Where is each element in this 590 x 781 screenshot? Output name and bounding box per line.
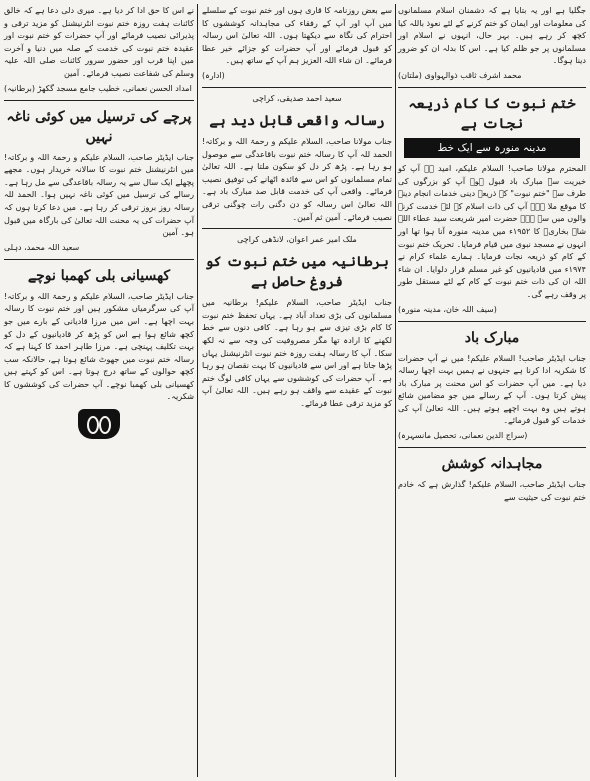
headline-risala-qabil-e-deed: رسالہ واقعی قابل دید ہے [209,112,385,129]
mubarakbad-signature: (سراج الدین نعمانی، تحصیل مانسہرہ) [398,431,528,441]
middle-intro-signature: (ادارہ) [202,70,225,80]
divider [202,228,392,229]
column-rule [197,4,198,777]
left-intro-text: نے اس کا حق ادا کر دیا ہے۔ میری دلی دعا ہے کہ خالق کائنات ہفت روزہ ختم نبوت انٹرنیشنل کو مزید ترقی و پذیرائی نصیب فرمائے اور آپ حضرات کو ختم نبوت اور عقیدہ ختم نبوت کی خدمت کے صلہ میں دنیا و آخرت میں اپنا قرب اور حضور سرور کائنات صلی اللہ علیہ وسلم کی شفاعت نصیب فرمائے۔ آمین [4,5,194,78]
headline-britain-khatm-e-nubuwwat: برطانیہ میں ختم نبوت کو فروغ حاصل ہے [205,254,389,291]
tarseel-body: جناب ایڈیٹر صاحب، السلام علیکم و رحمۃ اللہ و برکاتہ! میں انٹرنیشنل ختم نبوت کا سالانہ خریدار ہوں۔ مجھے پچھلے ایک سال سے یہ رسالہ باقاعدگی سے مل رہا ہے۔ رسالے کی ترسیل میں کوئی ناغہ نہیں ہوا۔ الحمد للہ رسالہ روز بروز ترقی کر رہا ہے۔ میں دعا کرتا ہوں کہ آپ حضرات کی یہ محنت اللہ تعالیٰ کی بارگاہ میں قبول ہو۔ آمین [4,151,194,238]
right-column [398,4,586,777]
risala-body: جناب مولانا صاحب، السلام علیکم و رحمۃ اللہ و برکاتہ! الحمد للہ آپ کا رسالہ ختم نبوت باقاعدگی سے موصول ہو رہا ہے۔ پڑھ کر دل کو سکون ملتا ہے۔ اللہ تعالیٰ تمام مسلمانوں کو اس سے فائدہ اٹھانے کی توفیق نصیب فرمائے۔ واقعی آپ کی خدمت قابل صد مبارک باد ہے۔ اللہ تعالیٰ اس رسالہ کو دن دگنی رات چوگنی ترقی نصیب فرمائے۔ آمین ثم آمین۔ [202,135,392,222]
mujahidana-koshish-body: جناب ایڈیٹر صاحب، السلام علیکم! گذارش ہے کہ خادم ختم نبوت کی حیثیت سے [398,479,586,502]
mubarakbad-body: جناب ایڈیٹر صاحب! السلام علیکم! میں نے آپ حضرات کا شکریہ ادا کرنا ہے جنہوں نے ہمیں بہت اچھا رسالہ دیا ہے۔ میں آپ حضرات کو اس محنت پر مبارک باد پیش کرتا ہوں۔ آپ کے رسالے میں جو مضامین شائع ہوتے ہیں وہ بہت اچھے ہوتے ہیں۔ اللہ تعالیٰ آپ کی خدمات کو قبول فرمائے۔ [398,352,586,426]
divider [398,447,586,448]
right-intro-text: جگلیا ہے اور یہ بتایا ہے کہ دشمنان اسلام مسلمانوں کی معلومات اور ایمان کو ختم کرنے کے لئے نعوذ باللہ کیا کچھ کر رہے ہیں۔ بہر حال، انہوں نے اسلام اور مسلمانوں پر جو ظلم کیا ہے۔ اس کا بدلہ ان کو ضرور دینا ہوگا۔ [398,5,586,66]
headline-mubarakbad: مبارک باد [464,329,520,346]
madina-letter-signature: (سیف اللہ خان، مدینہ منورہ) [398,304,497,314]
column-rule [395,4,396,777]
publication-logo-icon [78,409,120,439]
britain-body: جناب ایڈیٹر صاحب، السلام علیکم! برطانیہ میں مسلمانوں کی بڑی تعداد آباد ہے۔ یہاں تحفظ ختم نبوت کا کام بڑی تیزی سے ہو رہا ہے۔ کافی دنوں سے خط لکھنے کا ارادہ تھا مگر مصروفیت کی وجہ سے نہ لکھ سکا۔ آپ کا رسالہ ہفت روزہ ختم نبوت انٹرنیشنل یہاں پڑھا جاتا ہے اور اس سے قادیانیوں کا بہت نقصان ہو رہا ہے۔ آپ حضرات کی کوششوں سے یہاں کافی لوگ ختم نبوت کے عقیدے سے واقف ہو رہے ہیں۔ اللہ تعالیٰ آپ کو مزید ترقی عطا فرمائے۔ [202,297,392,408]
divider [202,87,392,88]
left-column [4,4,194,777]
headline-khisyani-billi: کھسیانی بلی کھمبا نوچے [27,267,171,284]
divider [398,321,586,322]
middle-intro-text: سے بعض روزنامہ کا قاری ہوں اور ختم نبوت کے سلسلے میں آپ اور آپ کے رفقاء کی مجاہدانہ کوششوں کا احترام کی نگاہ سے دیکھتا ہوں۔ اللہ تعالیٰ اس رسالہ کو قبول فرمائے اور آپ حضرات کو جزائے خیر عطا فرمائے۔ ان شاء اللہ العزیز ہم آپ کے ساتھ ہیں۔ [202,5,392,66]
divider [4,259,194,260]
left-intro-signature: امداد الحسن نعمانی، خطیب جامع مسجد گکھڑ (برطانیہ) [4,83,192,93]
headline-mujahidana-koshish: مجاہدانہ کوشش [441,456,543,473]
divider [398,87,586,88]
tarseel-signature: سعید اللہ محمد، دہلی [4,242,80,252]
headline-khatm-e-nubuwwat-work: ختم نبوت کا کام ذریعہ نجات ہے [408,95,576,132]
headline-parche-ki-tarseel: پرچے کی ترسیل میں کوئی ناغہ نہیں [6,108,192,145]
middle-column [202,4,392,777]
byline-malik-ameer: ملک امیر عمر اعوان، لانڈھی کراچی [237,235,357,245]
banner-madina-letter: مدینہ منورہ سے ایک خط [404,138,580,158]
madina-letter-body: المحترم مولانا صاحب! السلام علیکم، امید ہے آپ کو خیریت سے مبارک باد قبول ہو۔ آپ کو بزرگوں کی طرف سے "ختم نبوت" کے ذریعہ دینی خدمات انجام دینے کا موقع ملا ہے۔ آپ کی ذات اسلام کے لئے خدمت کرنے والوں میں سے ہے۔ حضرت امیر شریعت سید عطاء اللہ شاہ بخاریؒ کا ۱۹۵۲ء میں مدینہ منورہ آنا ہوا تھا اور انہوں نے مسجد نبوی میں قیام فرمایا۔ تحریک ختم نبوت کے کام کو ذریعہ نجات فرمایا۔ ہمارے علماء کرام نے ۱۹۷۴ء میں قادیانیوں کو غیر مسلم قرار دلوایا۔ ان شاء اللہ ان کی ذات ختم نبوت کے کام کے لئے مستقل طور پر وقف رہے گی۔ [398,162,586,299]
byline-saeed-ahmed: سعید احمد صدیقی، کراچی [252,93,342,103]
khisyani-body: جناب ایڈیٹر صاحب، السلام علیکم و رحمۃ اللہ و برکاتہ! آپ کی سرگرمیاں مشکور ہیں اور ختم نبوت کا رسالہ بہت اچھا ہے۔ اس میں مرزا قادیانی کے بارے میں جو کچھ شائع ہوا ہے اس کو پڑھ کر قادیانیوں کے دل کو بہت تکلیف پہنچی ہے۔ مرزا طاہر احمد کا کہنا ہے کہ رسالہ ختم نبوت میں جھوٹ شائع ہوتا ہے، حالانکہ سب کچھ حوالوں کے ساتھ درج ہوتا ہے۔ اس کو کہتے ہیں کھسیانی بلی کھمبا نوچے۔ آپ حضرات کی کوششوں کا شکریہ۔ [4,290,194,402]
right-intro-signature: محمد اشرف ثاقب ذوالہواوی (ملتان) [398,70,522,80]
divider [4,100,194,101]
